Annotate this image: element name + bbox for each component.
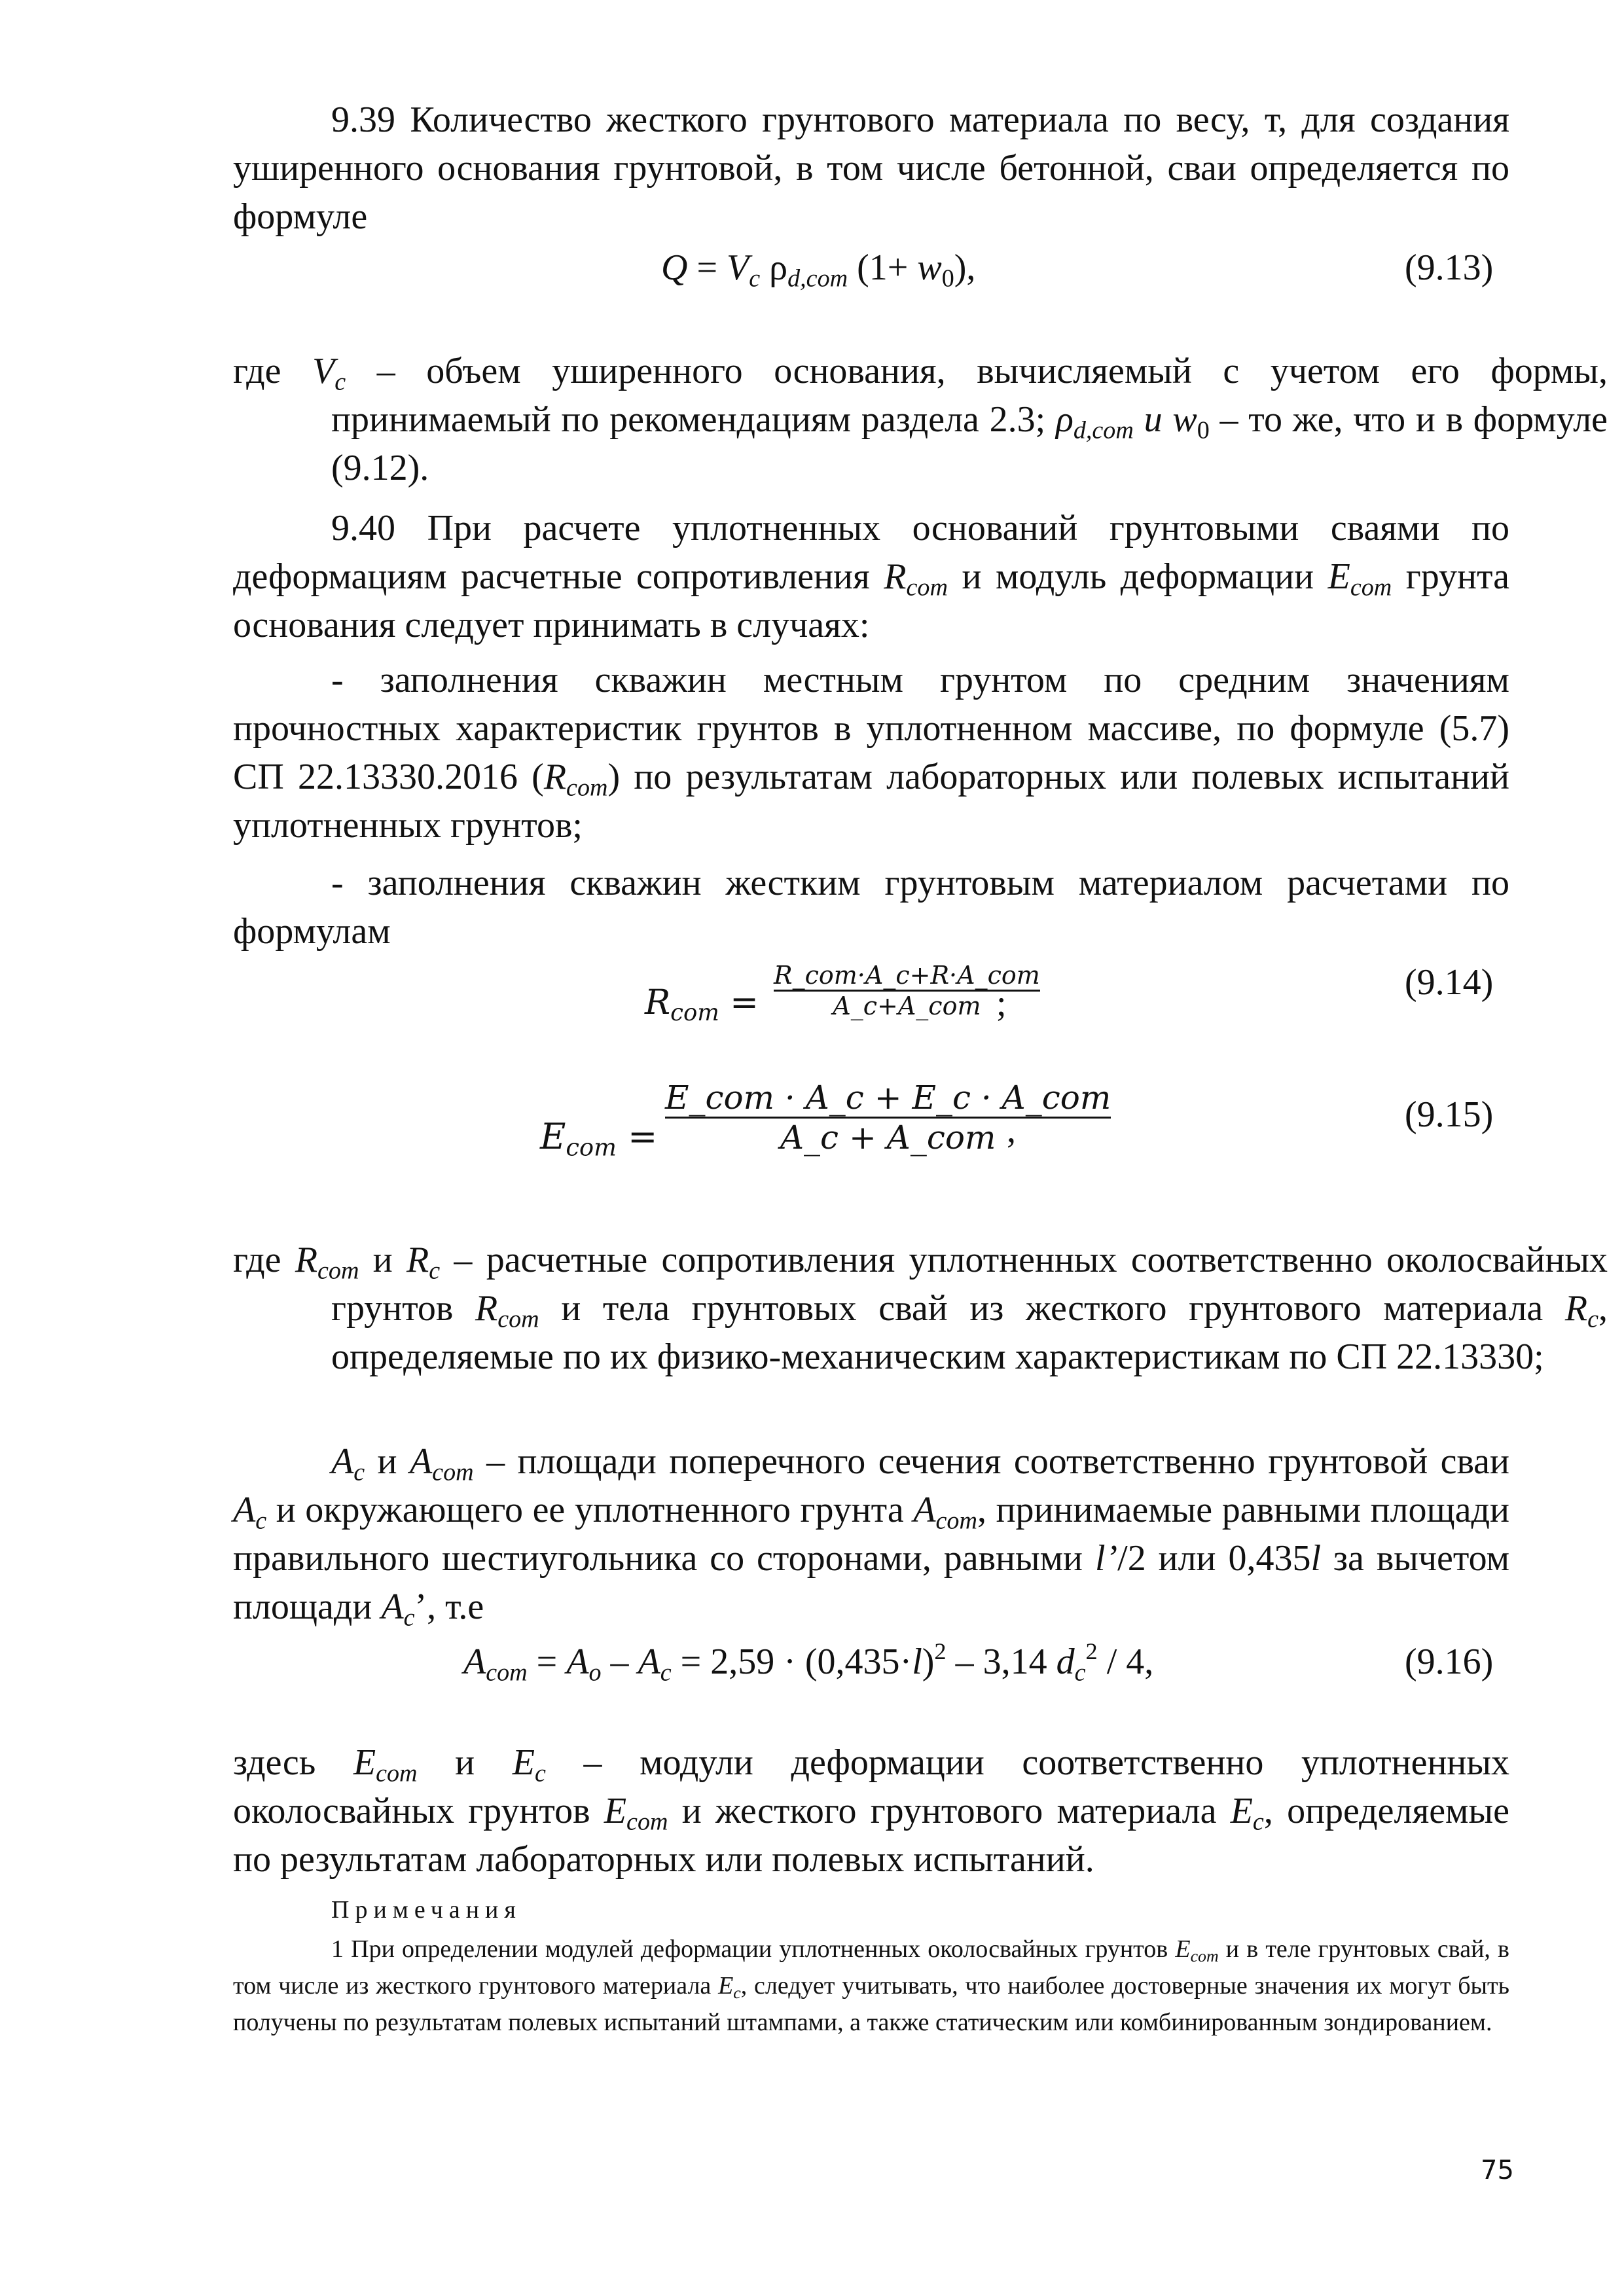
symbol-r: R: [406, 1240, 429, 1280]
definition-vc: [233, 347, 1608, 492]
subscript: c: [1252, 1808, 1264, 1836]
subscript: c: [733, 1983, 741, 2003]
symbol-a: A: [409, 1441, 433, 1482]
paragraph-text: - заполнения скважин местным грунтом по средним значениям прочностных характеристик грунтов в уплотненном массиве, по формуле (5.7) СП 22.13330.2016 (: [233, 660, 1509, 797]
case-rigid-material: [233, 859, 1509, 956]
formula-9-15-lhs: [540, 1116, 658, 1162]
lead-word: где: [233, 351, 313, 391]
symbol-w: w: [1172, 399, 1197, 440]
conjunction: и: [359, 1240, 407, 1280]
notes-heading: Примечания: [331, 1896, 522, 1924]
formula-9-16: [463, 1638, 1153, 1686]
note-text: , следует учитывать, что наиболее достоверные значения их могут быть получены по результатам полевых испытаний штампами, а также статическим или комбинированным зондированием.: [233, 1972, 1509, 2036]
subscript: com: [566, 1133, 617, 1162]
symbol-r: R: [645, 983, 671, 1022]
symbol-e: E: [512, 1742, 535, 1783]
definition-text: , определяемые по их физико-механическим характеристикам по СП 22.13330;: [331, 1288, 1608, 1377]
symbol-e: E: [1327, 556, 1350, 597]
symbol-a: A: [233, 1490, 256, 1530]
definition-text: за вычетом площади: [233, 1538, 1510, 1627]
formula-part: =: [527, 1641, 567, 1682]
conjunction: и: [1133, 399, 1173, 440]
symbol-r: R: [475, 1288, 498, 1329]
definition-text: – объем уширенного основания, вычисляемый с учетом его формы, принимаемый по рекомендациям раздела 2.3;: [331, 351, 1608, 440]
lead-word: где: [233, 1240, 295, 1280]
equation-number-9-15: (9.15): [1405, 1094, 1494, 1135]
subscript: d,com: [1073, 416, 1134, 444]
symbol-e: E: [1175, 1935, 1191, 1963]
subscript: com: [1350, 573, 1392, 601]
definition-text: – модули деформации соответственно уплотненных околосвайных грунтов: [233, 1742, 1509, 1831]
definition-text: – площади поперечного сечения соответственно грунтовой сваи: [473, 1441, 1509, 1482]
subscript: com: [317, 1257, 359, 1285]
subscript: c: [353, 1458, 365, 1486]
symbol-r: R: [1564, 1288, 1588, 1329]
subscript: com: [626, 1808, 668, 1836]
paragraph-text: и модуль деформации: [947, 556, 1328, 597]
clause-number: 9.39: [331, 99, 395, 140]
formula-part: – 3,14: [946, 1641, 1056, 1682]
superscript: 2: [1085, 1638, 1098, 1665]
formula-part: ): [922, 1641, 935, 1682]
subscript: c: [749, 264, 761, 293]
symbol-d: d: [1056, 1641, 1075, 1682]
definition-text: /2 или 0,435: [1117, 1538, 1311, 1579]
formula-part: (1+: [848, 247, 918, 288]
formula-9-14-tail: ;: [996, 983, 1007, 1024]
fraction-numerator: R_com·A_c+R·A_com: [774, 961, 1040, 990]
definition-e: [233, 1738, 1509, 1884]
equation-number-9-13: (9.13): [1405, 247, 1494, 288]
definition-text: , определяемые по результатам лабораторных или полевых испытаний.: [233, 1791, 1509, 1880]
fraction-denominator: A_c+A_com: [833, 992, 981, 1020]
definition-text: и окружающего ее уплотненного грунта: [266, 1490, 914, 1530]
symbol-a: A: [638, 1641, 660, 1682]
subscript: c: [1074, 1659, 1086, 1687]
subscript: com: [432, 1458, 474, 1486]
subscript: 0: [1197, 416, 1210, 444]
subscript: com: [566, 774, 608, 802]
symbol-rho: ρ: [1055, 399, 1074, 440]
symbol-a: A: [463, 1641, 486, 1682]
definition-text: и жесткого грунтового материала: [668, 1791, 1231, 1831]
formula-9-15-fraction: [665, 1079, 1111, 1157]
subscript: d,com: [787, 264, 848, 293]
formula-9-14-lhs: [645, 983, 759, 1026]
symbol-a: A: [381, 1587, 404, 1627]
symbol-q: Q: [661, 247, 688, 288]
paragraph-text: ) по результатам лабораторных или полевых испытаний уплотненных грунтов;: [233, 757, 1509, 846]
definition-text: – то же, что и в формуле (9.12).: [331, 399, 1608, 488]
superscript: 2: [934, 1638, 947, 1665]
equals-sign: =: [719, 983, 759, 1022]
subscript: com: [486, 1659, 528, 1687]
fraction-denominator: A_c + A_com: [780, 1119, 996, 1157]
definition-areas: [233, 1437, 1509, 1631]
fraction-numerator: E_com · A_c + E_c · A_com: [665, 1079, 1111, 1117]
definition-text: , принимаемые равными площади правильного шестиугольника со сторонами, равными: [233, 1490, 1509, 1579]
lead-word: здесь: [233, 1742, 353, 1783]
symbol-r: R: [884, 556, 907, 597]
formula-part: ),: [954, 247, 976, 288]
subscript: c: [255, 1507, 267, 1535]
symbol-e: E: [1230, 1791, 1253, 1831]
paragraph-text: - заполнения скважин жестким грунтовым материалом расчетами по формулам: [233, 863, 1509, 952]
subscript: com: [1190, 1946, 1219, 1966]
equals-sign: =: [616, 1116, 658, 1157]
symbol-r: R: [295, 1240, 318, 1280]
symbol-l: l: [1310, 1538, 1322, 1579]
paragraph-text: Количество жесткого грунтового материала по весу, т, для создания уширенного основания грунтовой, в том числе бетонной, сваи определяется по формуле: [233, 99, 1509, 237]
symbol-l: l: [912, 1641, 922, 1682]
definition-text: и тела грунтовых свай из жесткого грунтового материала: [539, 1288, 1565, 1329]
subscript: c: [1587, 1305, 1599, 1333]
symbol-a: A: [566, 1641, 589, 1682]
subscript: com: [670, 999, 719, 1026]
subscript: c: [334, 368, 346, 396]
paragraph-text: грунта основания следует принимать в случаях:: [233, 556, 1509, 645]
formula-9-13: [661, 243, 975, 292]
symbol-a: A: [913, 1490, 936, 1530]
symbol-rho: ρ: [760, 247, 788, 288]
conjunction: и: [365, 1441, 410, 1482]
conjunction: и: [417, 1742, 513, 1783]
symbol-e: E: [604, 1791, 627, 1831]
equation-number-9-14: (9.14): [1405, 962, 1494, 1003]
formula-part: =: [687, 247, 727, 288]
definition-text: ’, т.е: [414, 1587, 484, 1627]
symbol-e: E: [353, 1742, 376, 1783]
symbol-w: w: [917, 247, 942, 288]
equation-number-9-16: (9.16): [1405, 1641, 1494, 1682]
definition-r: [233, 1236, 1608, 1381]
formula-part: –: [601, 1641, 638, 1682]
note-text: и в теле грунтовых свай, в том числе из жесткого грунтового материала: [233, 1935, 1509, 2000]
note-1: [233, 1931, 1509, 2041]
subscript: c: [660, 1659, 672, 1687]
paragraph-9-39: [233, 96, 1509, 241]
formula-part: / 4,: [1097, 1641, 1154, 1682]
symbol-l: l’: [1094, 1538, 1118, 1579]
subscript: com: [376, 1759, 418, 1787]
symbol-v: V: [312, 351, 335, 391]
symbol-r: R: [543, 757, 567, 797]
page-number: 75: [1481, 2155, 1514, 2185]
formula-part: = 2,59 · (0,435·: [671, 1641, 912, 1682]
subscript: com: [906, 573, 948, 601]
subscript: 0: [941, 264, 954, 293]
subscript: c: [403, 1604, 415, 1632]
case-local-soil: [233, 656, 1509, 850]
subscript: com: [935, 1507, 977, 1535]
clause-number: 9.40: [331, 508, 395, 548]
subscript: c: [429, 1257, 441, 1285]
symbol-e: E: [718, 1972, 734, 2000]
paragraph-text: При расчете уплотненных оснований грунтовыми сваями по деформациям расчетные сопротивления: [233, 508, 1509, 597]
subscript: o: [588, 1659, 602, 1687]
symbol-v: V: [727, 247, 749, 288]
note-text: 1 При определении модулей деформации уплотненных околосвайных грунтов: [331, 1935, 1176, 1963]
symbol-e: E: [540, 1116, 566, 1157]
symbol-a: A: [331, 1441, 354, 1482]
subscript: com: [497, 1305, 539, 1333]
subscript: c: [534, 1759, 546, 1787]
paragraph-9-40: [233, 504, 1509, 649]
definition-text: – расчетные сопротивления уплотненных соответственно околосвайных грунтов: [331, 1240, 1608, 1329]
formula-9-15-tail: ,: [1007, 1110, 1016, 1151]
